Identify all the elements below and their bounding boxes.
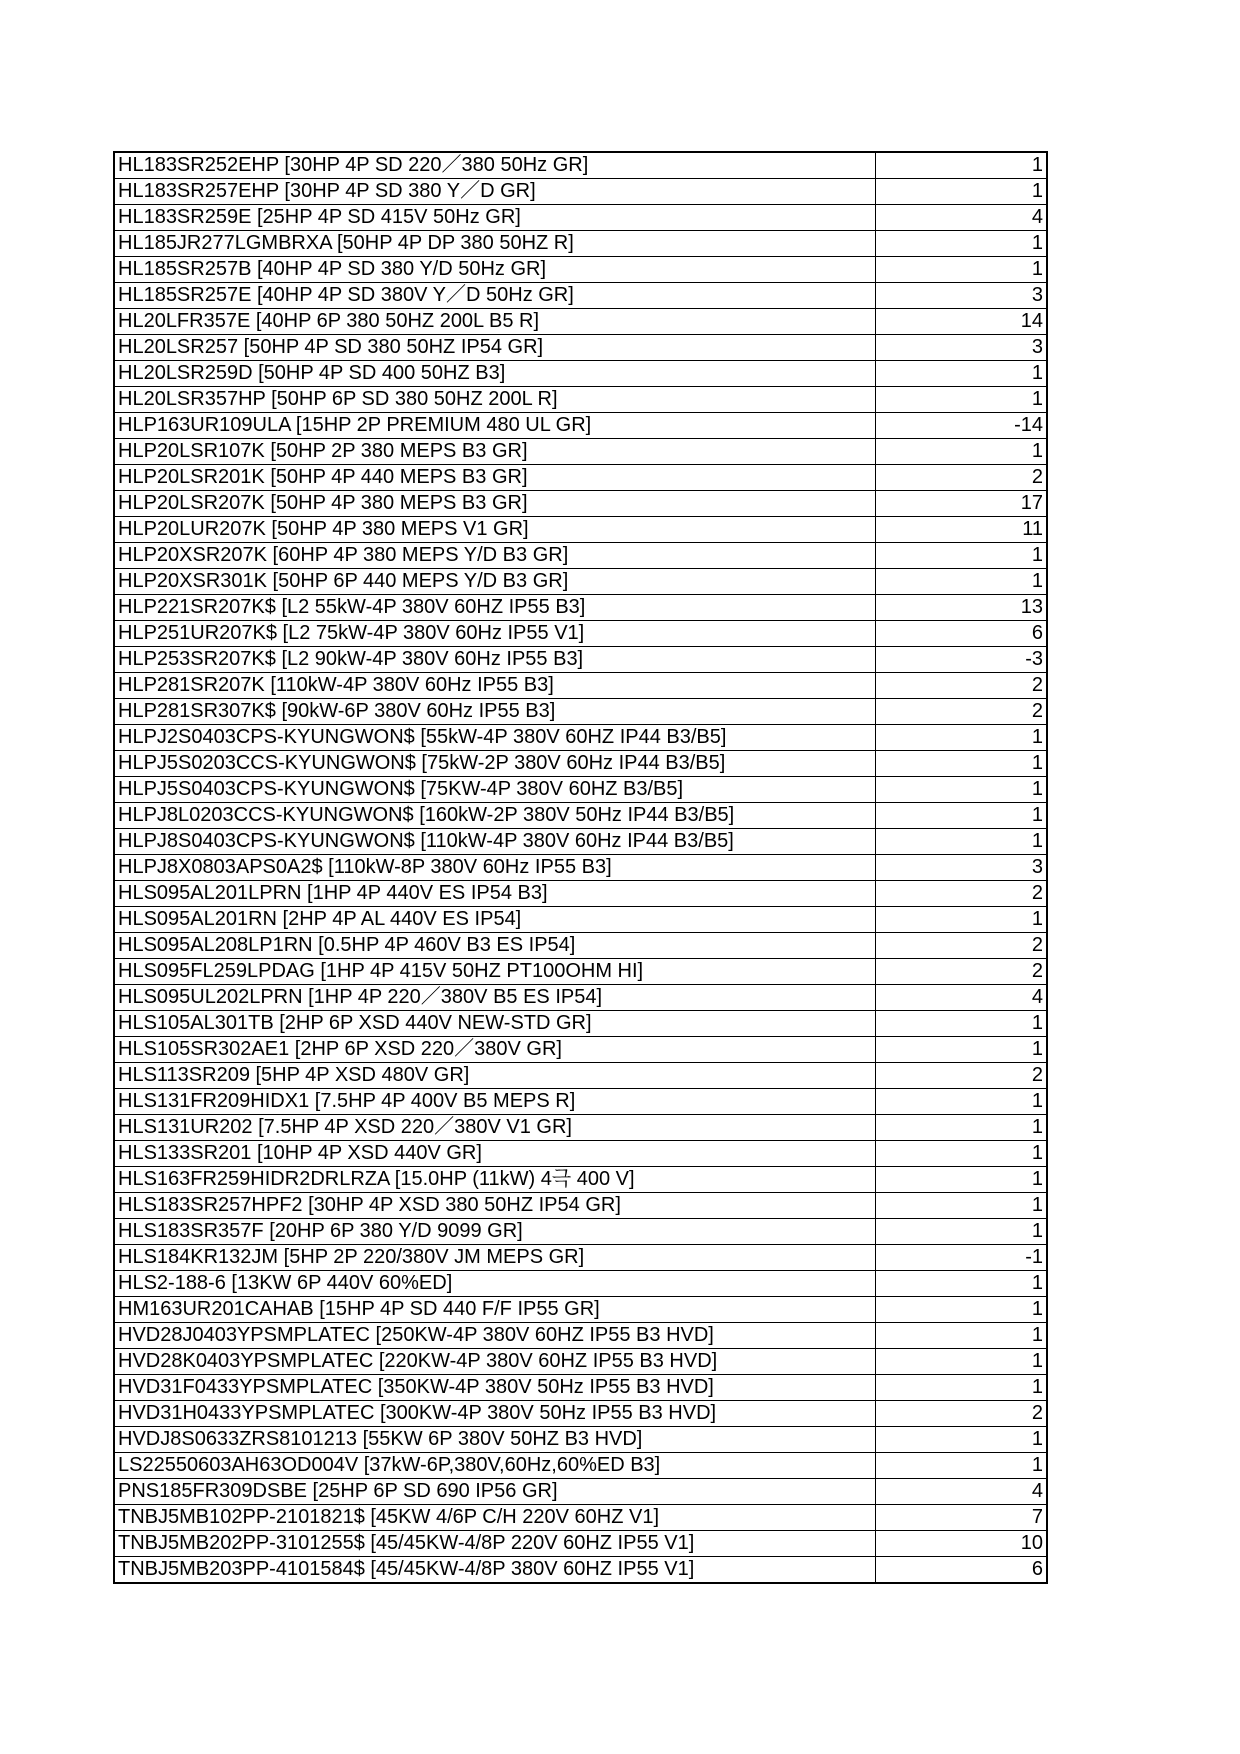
item-description-cell: LS22550603AH63OD004V [37kW-6P,380V,60Hz,60%ED B3] bbox=[114, 1453, 876, 1479]
item-description-cell: TNBJ5MB202PP-3101255$ [45/45KW-4/8P 220V 60HZ IP55 V1] bbox=[114, 1531, 876, 1557]
table-row bbox=[114, 1375, 1047, 1401]
item-description-cell: TNBJ5MB102PP-2101821$ [45KW 4/6P C/H 220V 60HZ V1] bbox=[114, 1505, 876, 1531]
table-row bbox=[114, 152, 1047, 179]
table-row bbox=[114, 829, 1047, 855]
quantity-cell: 1 bbox=[876, 1011, 1048, 1037]
quantity-cell: 1 bbox=[876, 777, 1048, 803]
quantity-cell: 1 bbox=[876, 361, 1048, 387]
inventory-table bbox=[113, 151, 1048, 1584]
table-row bbox=[114, 1349, 1047, 1375]
quantity-cell: 2 bbox=[876, 1063, 1048, 1089]
inventory-table-body bbox=[114, 152, 1047, 1583]
quantity-cell: 4 bbox=[876, 1479, 1048, 1505]
table-row bbox=[114, 1297, 1047, 1323]
item-description-cell: HLS095AL201RN [2HP 4P AL 440V ES IP54] bbox=[114, 907, 876, 933]
table-row bbox=[114, 621, 1047, 647]
table-row bbox=[114, 1271, 1047, 1297]
item-description-cell: HVD31H0433YPSMPLATEC [300KW-4P 380V 50Hz IP55 B3 HVD] bbox=[114, 1401, 876, 1427]
item-description-cell: HLS095AL201LPRN [1HP 4P 440V ES IP54 B3] bbox=[114, 881, 876, 907]
quantity-cell: 10 bbox=[876, 1531, 1048, 1557]
quantity-cell: 1 bbox=[876, 387, 1048, 413]
quantity-cell: 1 bbox=[876, 1427, 1048, 1453]
item-description-cell: HLP20LSR201K [50HP 4P 440 MEPS B3 GR] bbox=[114, 465, 876, 491]
table-row bbox=[114, 1141, 1047, 1167]
table-row bbox=[114, 283, 1047, 309]
quantity-cell: 1 bbox=[876, 179, 1048, 205]
table-row bbox=[114, 1011, 1047, 1037]
item-description-cell: HLPJ2S0403CPS-KYUNGWON$ [55kW-4P 380V 60HZ IP44 B3/B5] bbox=[114, 725, 876, 751]
table-row bbox=[114, 1245, 1047, 1271]
quantity-cell: 1 bbox=[876, 1141, 1048, 1167]
quantity-cell: 1 bbox=[876, 803, 1048, 829]
item-description-cell: HLS095UL202LPRN [1HP 4P 220／380V B5 ES IP54] bbox=[114, 985, 876, 1011]
item-description-cell: HLP20LSR207K [50HP 4P 380 MEPS B3 GR] bbox=[114, 491, 876, 517]
item-description-cell: HL183SR259E [25HP 4P SD 415V 50Hz GR] bbox=[114, 205, 876, 231]
quantity-cell: 1 bbox=[876, 257, 1048, 283]
table-row bbox=[114, 647, 1047, 673]
quantity-cell: 2 bbox=[876, 959, 1048, 985]
item-description-cell: HLS183SR357F [20HP 6P 380 Y/D 9099 GR] bbox=[114, 1219, 876, 1245]
item-description-cell: HLP163UR109ULA [15HP 2P PREMIUM 480 UL GR] bbox=[114, 413, 876, 439]
item-description-cell: HM163UR201CAHAB [15HP 4P SD 440 F/F IP55 GR] bbox=[114, 1297, 876, 1323]
item-description-cell: HL183SR257EHP [30HP 4P SD 380 Y／D GR] bbox=[114, 179, 876, 205]
table-row bbox=[114, 881, 1047, 907]
table-row bbox=[114, 569, 1047, 595]
item-description-cell: HL183SR252EHP [30HP 4P SD 220／380 50Hz GR] bbox=[114, 152, 876, 179]
table-row bbox=[114, 595, 1047, 621]
table-row bbox=[114, 439, 1047, 465]
table-row bbox=[114, 413, 1047, 439]
table-row bbox=[114, 517, 1047, 543]
item-description-cell: HL20LSR259D [50HP 4P SD 400 50HZ B3] bbox=[114, 361, 876, 387]
quantity-cell: 4 bbox=[876, 205, 1048, 231]
item-description-cell: HL185JR277LGMBRXA [50HP 4P DP 380 50HZ R] bbox=[114, 231, 876, 257]
item-description-cell: HLS183SR257HPF2 [30HP 4P XSD 380 50HZ IP54 GR] bbox=[114, 1193, 876, 1219]
table-row bbox=[114, 1453, 1047, 1479]
item-description-cell: HLS131FR209HIDX1 [7.5HP 4P 400V B5 MEPS R] bbox=[114, 1089, 876, 1115]
table-row bbox=[114, 309, 1047, 335]
table-row bbox=[114, 855, 1047, 881]
item-description-cell: HLP281SR207K [110kW-4P 380V 60Hz IP55 B3] bbox=[114, 673, 876, 699]
quantity-cell: 1 bbox=[876, 152, 1048, 179]
quantity-cell: 1 bbox=[876, 829, 1048, 855]
item-description-cell: HVD28K0403YPSMPLATEC [220KW-4P 380V 60HZ IP55 B3 HVD] bbox=[114, 1349, 876, 1375]
table-row bbox=[114, 933, 1047, 959]
item-description-cell: HLPJ8X0803APS0A2$ [110kW-8P 380V 60Hz IP55 B3] bbox=[114, 855, 876, 881]
table-row bbox=[114, 1531, 1047, 1557]
quantity-cell: 6 bbox=[876, 621, 1048, 647]
table-row bbox=[114, 205, 1047, 231]
item-description-cell: HLS133SR201 [10HP 4P XSD 440V GR] bbox=[114, 1141, 876, 1167]
quantity-cell: 1 bbox=[876, 751, 1048, 777]
table-row bbox=[114, 361, 1047, 387]
quantity-cell: 3 bbox=[876, 283, 1048, 309]
quantity-cell: 2 bbox=[876, 1401, 1048, 1427]
quantity-cell: 1 bbox=[876, 725, 1048, 751]
table-row bbox=[114, 1037, 1047, 1063]
table-row bbox=[114, 1323, 1047, 1349]
table-row bbox=[114, 1089, 1047, 1115]
quantity-cell: 1 bbox=[876, 1349, 1048, 1375]
quantity-cell: 11 bbox=[876, 517, 1048, 543]
item-description-cell: HLP251UR207K$ [L2 75kW-4P 380V 60Hz IP55 V1] bbox=[114, 621, 876, 647]
table-row bbox=[114, 387, 1047, 413]
table-row bbox=[114, 231, 1047, 257]
quantity-cell: 1 bbox=[876, 1037, 1048, 1063]
item-description-cell: HLP253SR207K$ [L2 90kW-4P 380V 60Hz IP55 B3] bbox=[114, 647, 876, 673]
quantity-cell: -3 bbox=[876, 647, 1048, 673]
quantity-cell: 6 bbox=[876, 1557, 1048, 1584]
item-description-cell: HLS184KR132JM [5HP 2P 220/380V JM MEPS GR] bbox=[114, 1245, 876, 1271]
table-row bbox=[114, 543, 1047, 569]
table-row bbox=[114, 725, 1047, 751]
quantity-cell: 1 bbox=[876, 1297, 1048, 1323]
quantity-cell: 1 bbox=[876, 1271, 1048, 1297]
item-description-cell: HLS131UR202 [7.5HP 4P XSD 220／380V V1 GR] bbox=[114, 1115, 876, 1141]
quantity-cell: -1 bbox=[876, 1245, 1048, 1271]
quantity-cell: 2 bbox=[876, 673, 1048, 699]
item-description-cell: HLP20XSR207K [60HP 4P 380 MEPS Y/D B3 GR] bbox=[114, 543, 876, 569]
table-row bbox=[114, 491, 1047, 517]
item-description-cell: HLS163FR259HIDR2DRLRZA [15.0HP (11kW) 4극 400 V] bbox=[114, 1167, 876, 1193]
item-description-cell: HLPJ5S0403CPS-KYUNGWON$ [75KW-4P 380V 60HZ B3/B5] bbox=[114, 777, 876, 803]
table-row bbox=[114, 1479, 1047, 1505]
quantity-cell: 1 bbox=[876, 1193, 1048, 1219]
item-description-cell: HLPJ8L0203CCS-KYUNGWON$ [160kW-2P 380V 50Hz IP44 B3/B5] bbox=[114, 803, 876, 829]
item-description-cell: HVDJ8S0633ZRS8101213 [55KW 6P 380V 50HZ B3 HVD] bbox=[114, 1427, 876, 1453]
table-row bbox=[114, 1505, 1047, 1531]
table-row bbox=[114, 335, 1047, 361]
table-row bbox=[114, 959, 1047, 985]
quantity-cell: 17 bbox=[876, 491, 1048, 517]
quantity-cell: -14 bbox=[876, 413, 1048, 439]
quantity-cell: 1 bbox=[876, 1323, 1048, 1349]
table-row bbox=[114, 699, 1047, 725]
item-description-cell: HL20LFR357E [40HP 6P 380 50HZ 200L B5 R] bbox=[114, 309, 876, 335]
item-description-cell: HL20LSR357HP [50HP 6P SD 380 50HZ 200L R] bbox=[114, 387, 876, 413]
item-description-cell: PNS185FR309DSBE [25HP 6P SD 690 IP56 GR] bbox=[114, 1479, 876, 1505]
quantity-cell: 7 bbox=[876, 1505, 1048, 1531]
item-description-cell: HLS2-188-6 [13KW 6P 440V 60%ED] bbox=[114, 1271, 876, 1297]
table-row bbox=[114, 1219, 1047, 1245]
quantity-cell: 3 bbox=[876, 855, 1048, 881]
item-description-cell: HLS095AL208LP1RN [0.5HP 4P 460V B3 ES IP54] bbox=[114, 933, 876, 959]
item-description-cell: HL20LSR257 [50HP 4P SD 380 50HZ IP54 GR] bbox=[114, 335, 876, 361]
item-description-cell: HLP20XSR301K [50HP 6P 440 MEPS Y/D B3 GR] bbox=[114, 569, 876, 595]
quantity-cell: 2 bbox=[876, 465, 1048, 491]
item-description-cell: TNBJ5MB203PP-4101584$ [45/45KW-4/8P 380V 60HZ IP55 V1] bbox=[114, 1557, 876, 1584]
table-row bbox=[114, 673, 1047, 699]
table-row bbox=[114, 1401, 1047, 1427]
quantity-cell: 2 bbox=[876, 699, 1048, 725]
table-row bbox=[114, 465, 1047, 491]
quantity-cell: 1 bbox=[876, 1453, 1048, 1479]
quantity-cell: 1 bbox=[876, 231, 1048, 257]
table-row bbox=[114, 751, 1047, 777]
table-row bbox=[114, 803, 1047, 829]
item-description-cell: HLS095FL259LPDAG [1HP 4P 415V 50HZ PT100OHM HI] bbox=[114, 959, 876, 985]
item-description-cell: HL185SR257B [40HP 4P SD 380 Y/D 50Hz GR] bbox=[114, 257, 876, 283]
item-description-cell: HLS105AL301TB [2HP 6P XSD 440V NEW-STD GR] bbox=[114, 1011, 876, 1037]
table-row bbox=[114, 1427, 1047, 1453]
table-row bbox=[114, 907, 1047, 933]
item-description-cell: HLP221SR207K$ [L2 55kW-4P 380V 60HZ IP55 B3] bbox=[114, 595, 876, 621]
quantity-cell: 1 bbox=[876, 1115, 1048, 1141]
item-description-cell: HLPJ8S0403CPS-KYUNGWON$ [110kW-4P 380V 60Hz IP44 B3/B5] bbox=[114, 829, 876, 855]
item-description-cell: HL185SR257E [40HP 4P SD 380V Y／D 50Hz GR] bbox=[114, 283, 876, 309]
quantity-cell: 1 bbox=[876, 1219, 1048, 1245]
table-row bbox=[114, 1193, 1047, 1219]
quantity-cell: 14 bbox=[876, 309, 1048, 335]
quantity-cell: 1 bbox=[876, 1089, 1048, 1115]
quantity-cell: 4 bbox=[876, 985, 1048, 1011]
quantity-cell: 1 bbox=[876, 569, 1048, 595]
quantity-cell: 3 bbox=[876, 335, 1048, 361]
table-row bbox=[114, 257, 1047, 283]
quantity-cell: 1 bbox=[876, 907, 1048, 933]
item-description-cell: HVD31F0433YPSMPLATEC [350KW-4P 380V 50Hz IP55 B3 HVD] bbox=[114, 1375, 876, 1401]
table-row bbox=[114, 1167, 1047, 1193]
table-row bbox=[114, 1557, 1047, 1584]
table-row bbox=[114, 985, 1047, 1011]
quantity-cell: 1 bbox=[876, 543, 1048, 569]
table-row bbox=[114, 777, 1047, 803]
item-description-cell: HLP281SR307K$ [90kW-6P 380V 60Hz IP55 B3] bbox=[114, 699, 876, 725]
quantity-cell: 1 bbox=[876, 1167, 1048, 1193]
quantity-cell: 13 bbox=[876, 595, 1048, 621]
table-row bbox=[114, 179, 1047, 205]
table-row bbox=[114, 1115, 1047, 1141]
item-description-cell: HLS105SR302AE1 [2HP 6P XSD 220／380V GR] bbox=[114, 1037, 876, 1063]
item-description-cell: HLP20LUR207K [50HP 4P 380 MEPS V1 GR] bbox=[114, 517, 876, 543]
quantity-cell: 1 bbox=[876, 1375, 1048, 1401]
item-description-cell: HLPJ5S0203CCS-KYUNGWON$ [75kW-2P 380V 60Hz IP44 B3/B5] bbox=[114, 751, 876, 777]
quantity-cell: 2 bbox=[876, 881, 1048, 907]
item-description-cell: HLS113SR209 [5HP 4P XSD 480V GR] bbox=[114, 1063, 876, 1089]
item-description-cell: HVD28J0403YPSMPLATEC [250KW-4P 380V 60HZ IP55 B3 HVD] bbox=[114, 1323, 876, 1349]
table-row bbox=[114, 1063, 1047, 1089]
item-description-cell: HLP20LSR107K [50HP 2P 380 MEPS B3 GR] bbox=[114, 439, 876, 465]
quantity-cell: 2 bbox=[876, 933, 1048, 959]
quantity-cell: 1 bbox=[876, 439, 1048, 465]
